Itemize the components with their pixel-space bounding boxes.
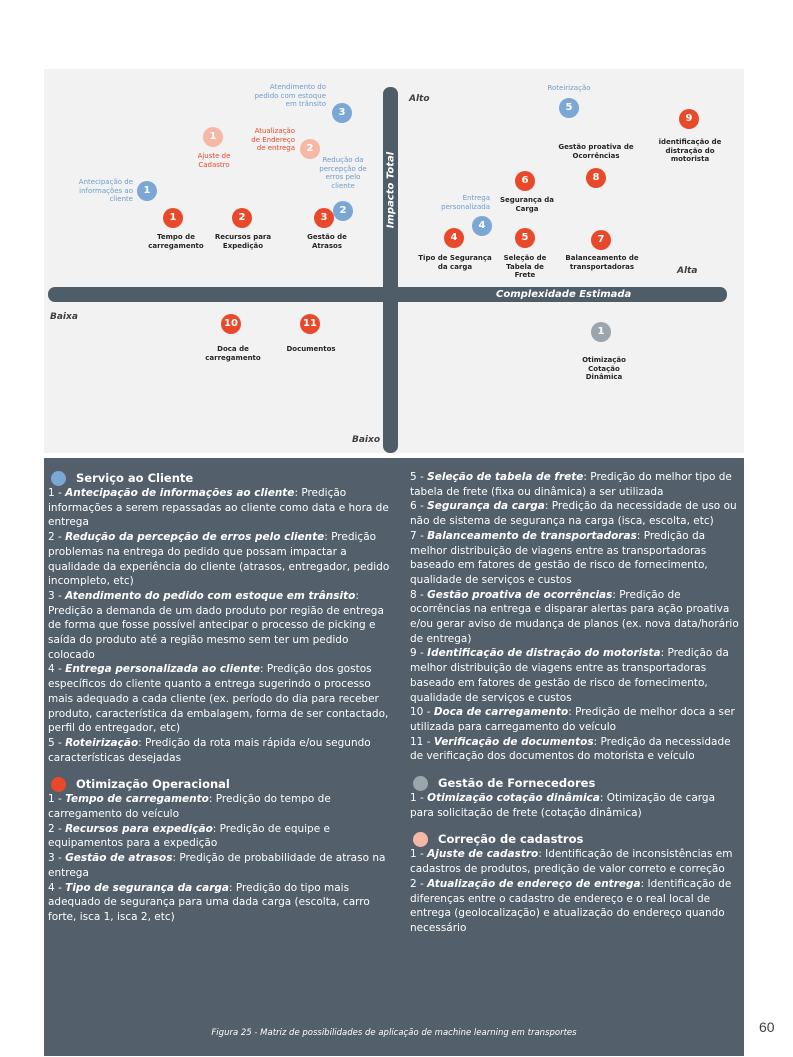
item-title: Ajuste de cadastro <box>427 848 539 861</box>
page-number: 60 <box>759 1019 775 1035</box>
node-servico-5: 5 <box>559 98 579 118</box>
node-otimizacao-11: 11 <box>300 314 320 334</box>
label-otimizacao-8: Gestão proativa de Ocorrências <box>558 143 634 160</box>
legend-item <box>410 791 742 820</box>
legend-item <box>48 792 393 821</box>
item-description: : Predição do tipo mais adequado de segurança para uma dada carga (escolta, carro forte, isca 1, isca 2, etc) <box>48 881 370 923</box>
item-title: Seleção de tabela de frete <box>427 471 584 483</box>
node-cadastro-1: 1 <box>203 127 223 147</box>
item-title: Tempo de carregamento <box>65 793 209 806</box>
node-otimizacao-7: 7 <box>591 230 611 250</box>
item-title: Tipo de segurança da carga <box>65 881 230 894</box>
item-number: 9 - <box>410 647 428 660</box>
item-description: : Predição de melhor doca a ser utilizada para carregamento do veículo <box>410 706 735 733</box>
axis-label-impacto-total: Impacto Total <box>385 151 397 229</box>
legend-item <box>410 735 742 764</box>
legend-item <box>410 529 742 588</box>
label-baixa: Baixa <box>50 312 78 322</box>
label-servico-4: Entrega personalizada <box>441 194 490 211</box>
item-number: 2 - <box>410 877 428 890</box>
list-fornecedores <box>410 791 742 820</box>
list-cadastros <box>410 847 742 935</box>
blue-dot-icon <box>51 471 66 486</box>
section-header-otimizacao: Otimização Operacional <box>51 776 393 792</box>
label-baixo: Baixo <box>352 435 381 445</box>
label-fornecedor-1: Otimização Cotação Dinâmica <box>582 356 626 381</box>
item-number: 5 - <box>48 736 66 749</box>
legend-item <box>48 530 393 589</box>
legend-item <box>410 588 742 647</box>
item-title: Segurança da carga <box>427 500 545 513</box>
item-number: 2 - <box>48 822 66 835</box>
legend-item <box>410 847 742 876</box>
legend-panel <box>44 458 744 1056</box>
legend-item <box>48 736 393 765</box>
node-otimizacao-3: 3 <box>314 208 334 228</box>
item-description: : Predição problemas na entrega do pedido que possam impactar a qualidade da experiência do cliente (atrasos, entregador, pedido incompleto, etc) <box>48 531 390 588</box>
node-otimizacao-10: 10 <box>221 314 241 334</box>
label-otimizacao-11: Documentos <box>286 345 336 353</box>
item-description: : Identificação de diferenças entre o cadastro de endereço e o real local de entrega (geolocalização) e atualização do endereço quando necessário <box>410 877 732 934</box>
gray-dot-icon <box>413 776 428 791</box>
legend-item <box>410 877 742 936</box>
legend-item <box>48 822 393 851</box>
label-otimizacao-1: Tempo de carregamento <box>148 233 204 250</box>
node-servico-3: 3 <box>332 103 352 123</box>
item-description: : Predição de equipe e equipamentos para a expedição <box>48 822 330 850</box>
item-number: 7 - <box>410 529 428 542</box>
item-title: Antecipação de informações ao cliente <box>65 487 295 499</box>
item-description: : Predição a demanda de um dado produto por região de entrega de forma que fosse possível antecipar o processo de picking e saída do produto até a região mesmo sem ter um pedido colocado <box>48 589 384 661</box>
node-otimizacao-4: 4 <box>444 228 464 248</box>
item-number: 10 - <box>410 706 434 719</box>
label-servico-5: Roteirização <box>547 84 591 92</box>
label-otimizacao-10: Doca de carregamento <box>205 345 261 362</box>
item-description: : Predição da necessidade de uso ou não de sistema de segurança na carga (isca, escolta, etc) <box>410 500 737 528</box>
item-title: Gestão proativa de ocorrências <box>427 588 613 601</box>
item-description: : Predição dos gostos específicos do cliente quanto a entrega sugerindo o processo mais adequado a cada cliente (ex. período do dia para receber produto, característica da embalagem, forma de ser contactado, perfil do entregador, etc) <box>48 663 389 735</box>
node-otimizacao-6: 6 <box>515 171 535 191</box>
legend-item <box>48 881 393 925</box>
item-number: 2 - <box>48 531 66 544</box>
item-title: Atendimento do pedido com estoque em trânsito <box>65 589 356 602</box>
label-otimizacao-6: Segurança da Carga <box>500 196 554 213</box>
node-otimizacao-5: 5 <box>515 228 535 248</box>
legend-item <box>410 705 742 734</box>
legend-column-left <box>48 470 393 925</box>
item-title: Roteirização <box>65 736 139 749</box>
item-number: 4 - <box>48 881 66 894</box>
red-dot-icon <box>51 777 66 792</box>
item-number: 3 - <box>48 589 66 602</box>
legend-item <box>48 589 393 663</box>
vertical-axis-bar <box>383 87 398 453</box>
figure-caption: Figura 25 - Matriz de possibilidades de aplicação de machine learning em transportes <box>211 1028 577 1038</box>
label-cadastro-1: Ajuste de Cadastro <box>197 152 231 169</box>
item-description: : Predição da melhor distribuição de viagens entre as transportadoras baseado em fatores de gestão de risco de fornecimento, qualidade de serviços e custos <box>410 529 708 586</box>
legend-item <box>410 470 742 499</box>
item-number: 1 - <box>48 487 66 499</box>
axis-label-complexidade: Complexidade Estimada <box>496 289 632 300</box>
node-otimizacao-9: 9 <box>679 109 699 129</box>
node-otimizacao-2: 2 <box>232 208 252 228</box>
node-otimizacao-1: 1 <box>163 208 183 228</box>
item-number: 1 - <box>410 792 428 805</box>
item-title: Entrega personalizada ao cliente <box>65 663 260 676</box>
item-title: Recursos para expedição <box>65 822 213 835</box>
legend-column-right <box>410 470 742 936</box>
item-number: 1 - <box>410 848 428 861</box>
node-fornecedor-1: 1 <box>591 322 611 342</box>
label-otimizacao-2: Recursos para Expedição <box>214 233 272 250</box>
label-alto: Alto <box>409 94 430 104</box>
label-alta: Alta <box>677 266 698 276</box>
node-servico-2: 2 <box>333 201 353 221</box>
item-title: Doca de carregamento <box>433 706 569 719</box>
item-title: Verificação de documentos <box>433 735 594 748</box>
item-number: 8 - <box>410 588 428 601</box>
item-description: : Identificação de inconsistências em cadastros de produtos, predição de valor correto e correção <box>410 848 733 876</box>
item-title: Otimização cotação dinâmica <box>427 792 600 805</box>
node-otimizacao-8: 8 <box>586 168 606 188</box>
item-description: : Predição da necessidade de verificação dos documentos do motorista e veículo <box>410 735 731 763</box>
item-number: 3 - <box>48 852 66 865</box>
label-otimizacao-9: identificação de distração do motorista <box>658 138 722 163</box>
label-servico-2: Redução da percepção de erros pelo cliente <box>319 156 367 190</box>
item-number: 1 - <box>48 793 66 806</box>
item-title: Redução da percepção de erros pelo cliente <box>65 531 325 544</box>
item-description: : Predição do melhor tipo de tabela de frete (fixa ou dinâmica) a ser utilizada <box>410 471 732 498</box>
legend-item <box>410 499 742 528</box>
label-servico-1: Antecipação de informações ao cliente <box>78 178 133 203</box>
item-number: 11 - <box>410 735 434 748</box>
item-title: Identificação de distração do motorista <box>427 647 661 660</box>
node-servico-1: 1 <box>137 181 157 201</box>
label-servico-3: Atendimento do pedido com estoque em trânsito <box>254 83 326 108</box>
label-otimizacao-3: Gestão de Atrasos <box>307 233 347 250</box>
list-otimizacao <box>48 792 393 924</box>
item-description: : Otimização de carga para solicitação de frete (cotação dinâmica) <box>410 792 716 819</box>
peach-dot-icon <box>413 832 428 847</box>
label-cadastro-2: Atualização de Endereço de entrega <box>251 127 295 152</box>
label-otimizacao-5: Seleção de Tabela de Frete <box>503 254 547 279</box>
item-number: 5 - <box>410 471 428 483</box>
item-description: : Predição de probabilidade de atraso na entrega <box>48 852 386 879</box>
item-title: Balanceamento de transportadoras <box>427 529 637 542</box>
label-otimizacao-4: Tipo de Segurança da carga <box>418 254 492 271</box>
legend-item <box>48 851 393 880</box>
item-number: 6 - <box>410 500 428 513</box>
section-header-servico: Serviço ao Cliente <box>51 470 393 486</box>
list-servico <box>48 486 393 765</box>
legend-item <box>48 486 393 530</box>
legend-item <box>410 646 742 705</box>
legend-item <box>48 662 393 736</box>
section-header-cadastros: Correção de cadastros <box>413 831 742 847</box>
item-title: Gestão de atrasos <box>65 852 173 865</box>
item-number: 4 - <box>48 663 66 676</box>
label-otimizacao-7: Balanceamento de transportadoras <box>565 254 639 271</box>
item-description: : Predição de ocorrências na entrega e disparar alertas para ação proativa e/ou gerar aviso de mudança de planos (ex. nova data/horário de entrega) <box>410 588 739 645</box>
item-description: : Predição da melhor distribuição de viagens entre as transportadoras baseado em fatores de gestão de risco de fornecimento, qualidade de serviços e custos <box>410 647 729 704</box>
node-cadastro-2: 2 <box>300 139 320 159</box>
item-description: : Predição do tempo de carregamento do veículo <box>48 793 331 821</box>
section-header-fornecedores: Gestão de Fornecedores <box>413 775 742 791</box>
node-servico-4: 4 <box>472 216 492 236</box>
item-description: : Predição informações a serem repassadas ao cliente como data e hora de entrega <box>48 487 389 529</box>
list-otimizacao-cont <box>410 470 742 764</box>
item-title: Atualização de endereço de entrega <box>427 877 641 890</box>
item-description: : Predição da rota mais rápida e/ou segundo características desejadas <box>48 736 371 764</box>
